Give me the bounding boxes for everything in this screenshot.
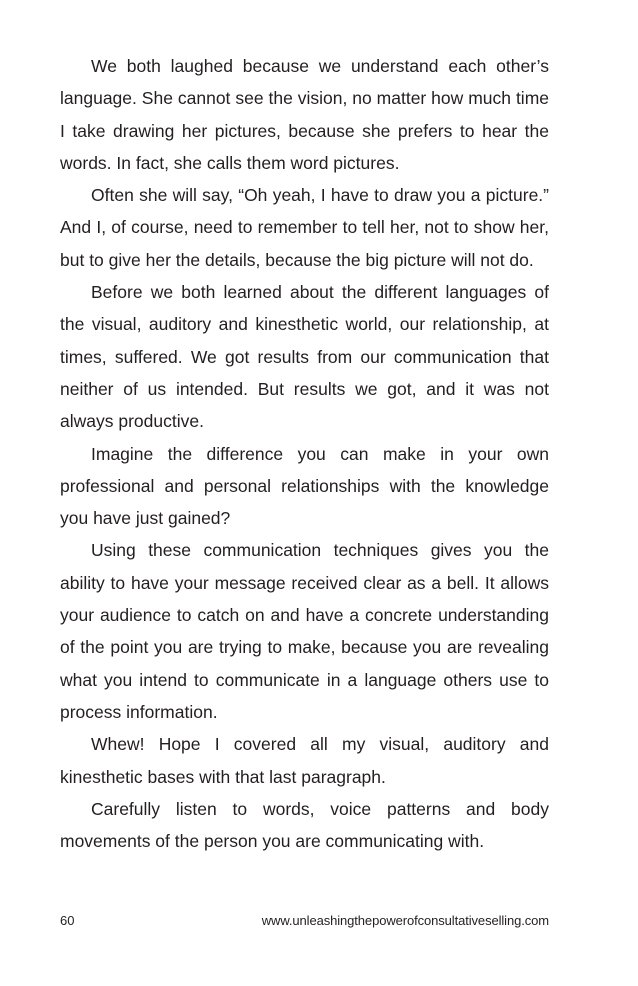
paragraph-4: Imagine the difference you can make in your own professional and personal relationships with the knowledge you have just gained? (60, 443, 549, 529)
page-footer (60, 909, 549, 933)
paragraph-6: Whew! Hope I covered all my visual, auditory and kinesthetic bases with that last paragraph. (60, 734, 549, 787)
page-number: 60 (60, 913, 75, 928)
page-body (60, 50, 549, 857)
paragraph-2: Often she will say, “Oh yeah, I have to draw you a picture.” And I, of course, need to remember to tell her, not to show her, but to give her the details, because the big picture will not do. (60, 185, 549, 270)
paragraph-3: Before we both learned about the different languages of the visual, auditory and kinesthetic world, our relationship, at times, suffered. We got results from our communication that neither of us intended. But results we got, and it was not always productive. (60, 282, 549, 432)
paragraph-5: Using these communication techniques gives you the ability to have your message received clear as a bell. It allows your audience to catch on and have a concrete understanding of the point you are trying to make, because you are revealing what you intend to communicate in a language others use to process information. (60, 540, 549, 722)
website-url: www.unleashingthepowerofconsultativeselling.com (261, 913, 549, 928)
paragraph-1: We both laughed because we understand each other’s language. She cannot see the vision, no matter how much time I take drawing her pictures, because she prefers to hear the words. In fact, she calls them word pictures. (60, 56, 549, 173)
paragraph-7: Carefully listen to words, voice patterns and body movements of the person you are communicating with. (60, 798, 549, 852)
